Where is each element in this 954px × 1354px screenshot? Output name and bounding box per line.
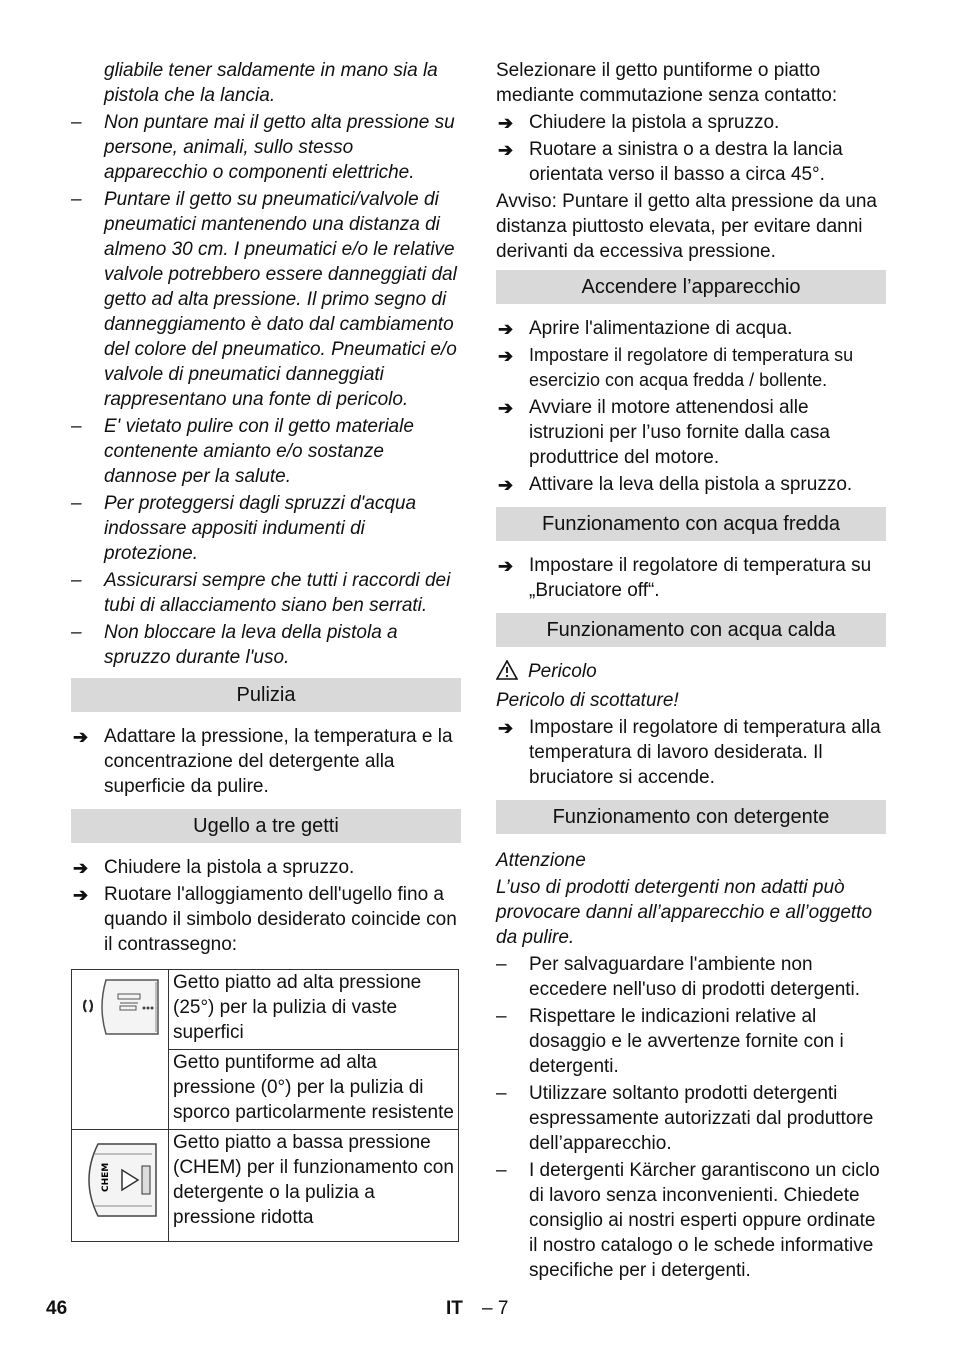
step-item: ➔ Impostare il regolatore di temperatura alla temperatura di lavoro desiderata. Il bruciatore si accende. [498, 717, 881, 788]
section-heading-accendere: Accendere l’apparecchio [496, 270, 886, 304]
arrow-icon: ➔ [73, 858, 89, 878]
step-item: ➔ Adattare la pressione, la temperatura e la concentrazione del detergente alla superficie da pulire. [73, 726, 453, 797]
left-column [71, 58, 461, 1242]
language-code: IT [446, 1298, 463, 1319]
warning-triangle-icon [496, 660, 518, 687]
danger-warning: Pericolo [496, 659, 886, 684]
arrow-icon: ➔ [498, 319, 514, 339]
section-heading-ugello: Ugello a tre getti [71, 809, 461, 843]
nozzle-description: Getto piatto ad alta pressione (25°) per la pulizia di vaste superfici [169, 970, 459, 1050]
chem-nozzle-icon [76, 1130, 164, 1230]
nozzle-description: Getto piatto a bassa pressione (CHEM) per il funzionamento con detergente o la pulizia a pressione ridotta [169, 1130, 459, 1242]
section-heading-acqua-calda: Funzionamento con acqua calda [496, 613, 886, 647]
arrow-icon: ➔ [498, 556, 514, 576]
step-item: ➔ Impostare il regolatore di temperatura su esercizio con acqua fredda / bollente. [498, 345, 854, 390]
chem-label: CHEM [101, 1162, 111, 1192]
warning-item: – Assicurarsi sempre che tutti i raccordi dei tubi di allacciamento siano ben serrati. [71, 570, 451, 616]
page-number: 46 [46, 1298, 68, 1319]
warning-item: – Non puntare mai il getto alta pressione su persone, animali, sullo stesso apparecchio o componenti elettriche. [71, 112, 455, 183]
arrow-icon: ➔ [73, 885, 89, 905]
caution-title: Attenzione [496, 850, 586, 871]
right-column [496, 58, 886, 1285]
nozzle-chem-picture [72, 1130, 169, 1242]
rotate-nozzle-icon [76, 970, 164, 1046]
caution-text: L’uso di prodotti detergenti non adatti può provocare danni all’apparecchio e all’oggetto da pulire. [496, 877, 873, 948]
nozzle-high-pressure-picture [72, 970, 169, 1130]
step-item: ➔ Ruotare l'alloggiamento dell'ugello fino a quando il simbolo desiderato coincide con il contrassegno: [73, 884, 457, 955]
nozzle-description: Getto puntiforme ad alta pressione (0°) per la pulizia di sporco particolarmente resistente [169, 1050, 459, 1130]
intro-text: Selezionare il getto puntiforme o piatto mediante commutazione senza contatto: [496, 60, 838, 106]
arrow-icon: ➔ [498, 475, 514, 495]
warning-item: – Puntare il getto su pneumatici/valvole di pneumatici mantenendo una distanza di almeno 30 cm. I pneumatici e/o le relative valvole potrebbero essere danneggiati dal getto ad alta pressione. Il primo segno di danneggiamento è dato dal cambiamento del colore del pneumatico. Pneumatici e/o valvole di pneumatici danneggiati rappresentano una fonte di pericolo. [71, 189, 457, 410]
danger-text: Pericolo di scottature! [496, 690, 679, 711]
notice-text: Avviso: Puntare il getto alta pressione da una distanza piuttosto elevata, per evitare danni derivanti da eccessiva pressione. [496, 191, 877, 262]
arrow-icon: ➔ [498, 718, 514, 738]
step-item: ➔ Aprire l'alimentazione di acqua. [496, 316, 886, 341]
section-heading-detergente: Funzionamento con detergente [496, 800, 886, 834]
section-heading-acqua-fredda: Funzionamento con acqua fredda [496, 507, 886, 541]
step-item: ➔ Avviare il motore attenendosi alle istruzioni per l’uso fornite dalla casa produttrice del motore. [498, 397, 830, 468]
step-item: ➔ Attivare la leva della pistola a spruzzo. [496, 472, 886, 497]
nozzle-table [71, 969, 459, 1242]
detergent-item: – I detergenti Kärcher garantiscono un ciclo di lavoro senza inconvenienti. Chiedete consiglio ai nostri esperti oppure ordinate il nostro catalogo o le schede informative specifiche per i detergenti. [496, 1160, 880, 1281]
arrow-icon: ➔ [498, 398, 514, 418]
warning-item: – Non bloccare la leva della pistola a spruzzo durante l'uso. [71, 622, 398, 668]
warning-item: – Per proteggersi dagli spruzzi d'acqua indossare appositi indumenti di protezione. [71, 493, 417, 564]
warning-item: – E' vietato pulire con il getto materiale contenente amianto e/o sostanze dannose per la salute. [71, 416, 414, 487]
arrow-icon: ➔ [498, 140, 514, 160]
step-item: ➔ Chiudere la pistola a spruzzo. [496, 110, 886, 135]
step-item: ➔ Impostare il regolatore di temperatura su „Bruciatore off“. [498, 555, 872, 601]
section-heading-pulizia: Pulizia [71, 678, 461, 712]
arrow-icon: ➔ [73, 727, 89, 747]
intro-text: gliabile tener saldamente in mano sia la pistola che la lancia. [104, 60, 438, 106]
arrow-icon: ➔ [498, 346, 514, 366]
section-page-number: – 7 [482, 1298, 509, 1319]
detergent-item: – Per salvaguardare l'ambiente non eccedere nell'uso di prodotti detergenti. [496, 954, 861, 1000]
arrow-icon: ➔ [498, 113, 514, 133]
detergent-item: – Rispettare le indicazioni relative al dosaggio e le avvertenze fornite con i detergenti. [496, 1006, 844, 1077]
step-item: ➔ Ruotare a sinistra o a destra la lancia orientata verso il basso a circa 45°. [498, 139, 843, 185]
step-item: ➔ Chiudere la pistola a spruzzo. [71, 855, 461, 880]
detergent-item: – Utilizzare soltanto prodotti detergenti espressamente autorizzati dal produttore dell’apparecchio. [496, 1083, 874, 1154]
